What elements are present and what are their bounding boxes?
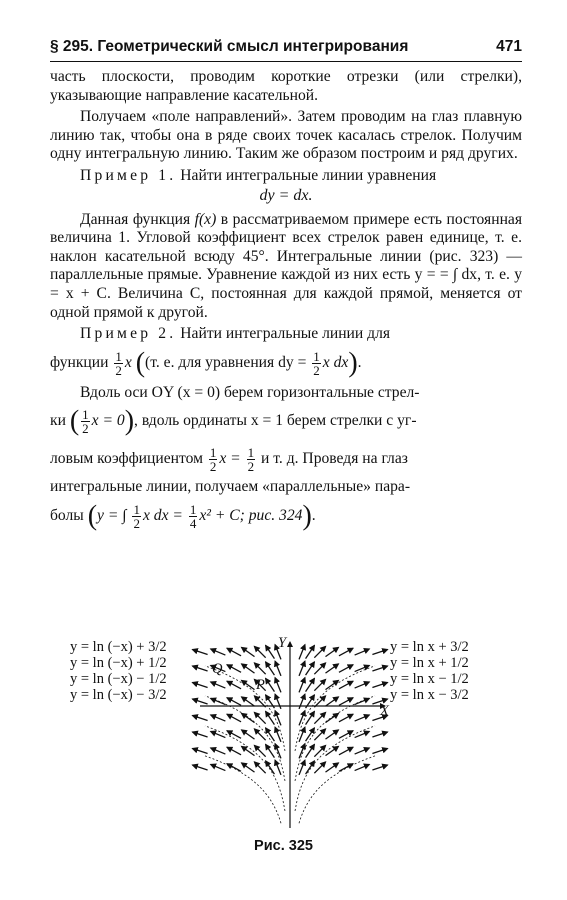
p6-a: ловым коэффициентом bbox=[50, 450, 203, 468]
ex2-d: x dx bbox=[322, 353, 349, 371]
field-arrow bbox=[325, 763, 338, 772]
ex2-c: (т. е. для уравнения dy = bbox=[145, 353, 307, 371]
fraction-quarter bbox=[189, 503, 198, 530]
frac-den: 2 bbox=[247, 459, 255, 475]
field-arrow bbox=[325, 713, 338, 722]
frac-den: 2 bbox=[115, 362, 122, 378]
field-arrow bbox=[192, 682, 207, 687]
right-label-4: y = ln x − 3/2 bbox=[390, 687, 469, 703]
field-arrow bbox=[266, 678, 275, 691]
frac-den: 2 bbox=[82, 421, 89, 437]
frac-den: 2 bbox=[313, 362, 320, 378]
field-arrow bbox=[355, 649, 370, 655]
field-arrow bbox=[241, 697, 254, 706]
field-arrow bbox=[314, 679, 325, 690]
p6-c: и т. д. Проведя на глаз bbox=[261, 450, 408, 468]
frac-num: 1 bbox=[209, 445, 217, 461]
field-arrow bbox=[241, 763, 254, 772]
frac-den: 2 bbox=[133, 515, 140, 531]
field-arrow bbox=[254, 712, 265, 723]
field-arrow bbox=[192, 666, 207, 671]
left-label-1: y = ln (−x) + 3/2 bbox=[70, 639, 167, 655]
field-arrow bbox=[266, 662, 275, 675]
field-arrow bbox=[211, 731, 226, 737]
fraction-half bbox=[209, 446, 218, 473]
field-arrow bbox=[372, 765, 387, 770]
left-label-4: y = ln (−x) − 3/2 bbox=[70, 687, 167, 703]
p5-b: ки bbox=[50, 412, 66, 430]
page-number: 471 bbox=[496, 38, 522, 55]
frac-num: 1 bbox=[189, 501, 197, 517]
field-arrow bbox=[314, 663, 325, 674]
field-arrow bbox=[339, 648, 353, 656]
field-arrow bbox=[372, 666, 387, 671]
ex2-b: функции bbox=[50, 353, 109, 371]
fraction-half bbox=[81, 408, 90, 435]
fraction-half bbox=[247, 446, 256, 473]
field-arrow bbox=[355, 665, 370, 671]
section-title: § 295. Геометрический смысл интегрирования bbox=[50, 38, 409, 55]
field-arrow bbox=[299, 694, 305, 709]
field-arrow bbox=[241, 746, 254, 755]
frac-num: 1 bbox=[247, 445, 255, 461]
point-q-label: Q bbox=[212, 661, 223, 677]
field-arrow bbox=[355, 715, 370, 721]
field-arrow bbox=[211, 682, 226, 688]
p5-d: , вдоль ординаты x = 1 берем стрелки с уг- bbox=[134, 412, 417, 430]
field-arrow bbox=[227, 731, 241, 739]
example-1 bbox=[50, 167, 522, 186]
frac-num: 1 bbox=[133, 501, 140, 517]
field-arrow bbox=[266, 744, 275, 757]
field-arrow bbox=[275, 711, 281, 726]
field-arrow bbox=[325, 680, 338, 689]
field-arrow bbox=[325, 664, 338, 673]
field-arrow bbox=[306, 744, 315, 757]
field-arrow bbox=[211, 715, 226, 721]
fraction-half bbox=[312, 350, 321, 377]
field-arrow bbox=[339, 747, 353, 755]
example-1-text: Найти интегральные линии уравнения bbox=[176, 166, 437, 184]
field-arrow bbox=[275, 760, 281, 775]
field-arrow bbox=[266, 645, 275, 658]
page bbox=[50, 38, 522, 535]
field-arrow bbox=[372, 748, 387, 753]
field-arrow bbox=[299, 760, 305, 775]
frac-num: 1 bbox=[82, 407, 89, 423]
field-arrow bbox=[275, 678, 281, 693]
field-arrow bbox=[254, 646, 265, 657]
field-arrow bbox=[299, 727, 305, 742]
paragraph-7: интегральные линии, получаем «параллельные» пара- bbox=[50, 478, 411, 496]
paragraph-6 bbox=[50, 440, 522, 478]
field-arrow bbox=[306, 662, 315, 675]
equation-1-text: dy = dx. bbox=[259, 186, 313, 204]
field-arrow bbox=[241, 647, 254, 656]
right-label-3: y = ln x − 1/2 bbox=[390, 671, 469, 687]
axis-x-label: X bbox=[380, 703, 389, 719]
field-arrow bbox=[339, 698, 353, 706]
field-arrow bbox=[314, 729, 325, 740]
example-2-label: Пример 2. bbox=[80, 325, 177, 343]
paragraph-3 bbox=[50, 211, 522, 323]
p8-d: x² + C; рис. 324 bbox=[199, 506, 303, 524]
running-header bbox=[50, 38, 522, 62]
example-2-text: Найти интегральные линии для bbox=[176, 325, 391, 343]
field-arrow bbox=[275, 727, 281, 742]
field-arrow bbox=[275, 661, 281, 676]
paragraph-5b: ки ( $\frac{1}{2}$ x = 0), вдоль ординаты x = 1 берем стрелки с уг- bbox=[50, 405, 417, 437]
field-arrow bbox=[254, 762, 265, 773]
field-arrow bbox=[227, 681, 241, 689]
field-arrow bbox=[372, 649, 387, 654]
field-arrow bbox=[211, 698, 226, 704]
field-arrow bbox=[306, 761, 315, 774]
field-arrow bbox=[299, 678, 305, 693]
fraction-half bbox=[114, 350, 123, 377]
point-p-label: P bbox=[256, 677, 265, 693]
field-arrow bbox=[192, 765, 207, 770]
field-arrow bbox=[306, 678, 315, 691]
field-arrow bbox=[227, 764, 241, 772]
p6-b: x = bbox=[219, 450, 241, 468]
field-arrow bbox=[254, 663, 265, 674]
example-2 bbox=[50, 325, 522, 344]
left-label-2: y = ln (−x) + 1/2 bbox=[70, 655, 167, 671]
field-arrow bbox=[227, 714, 241, 722]
example-2-formula: функции $\frac{1}{2}$ x ((т. е. для уравнения dy = $\frac{1}{2}$ x dx). bbox=[50, 347, 362, 379]
field-arrow bbox=[211, 764, 226, 770]
field-arrow bbox=[355, 698, 370, 704]
field-arrow bbox=[355, 731, 370, 737]
field-arrow bbox=[241, 680, 254, 689]
field-arrow bbox=[372, 682, 387, 687]
field-arrow bbox=[192, 732, 207, 737]
field-arrow bbox=[275, 694, 281, 709]
field-arrow bbox=[227, 747, 241, 755]
p8-a: болы bbox=[50, 506, 84, 524]
field-arrow bbox=[211, 748, 226, 754]
right-label-2: y = ln x + 1/2 bbox=[390, 655, 469, 671]
paragraph-2: Получаем «поле направлений». Затем проводим на глаз плавную линию так, чтобы она в ряде своих точек касалась стрелок. Получим одну интегральную линию. Таким же образом построим и ряд других. bbox=[50, 108, 522, 163]
field-arrow bbox=[372, 732, 387, 737]
field-arrow bbox=[227, 665, 241, 673]
frac-den: 2 bbox=[209, 459, 217, 475]
frac-den: 4 bbox=[189, 515, 197, 531]
field-arrow bbox=[227, 648, 241, 656]
field-arrow bbox=[325, 697, 338, 706]
p8-c: x dx = bbox=[142, 506, 183, 524]
field-arrow bbox=[306, 645, 315, 658]
frac-num: 1 bbox=[115, 348, 122, 364]
field-arrow bbox=[355, 748, 370, 754]
field-arrow bbox=[299, 744, 305, 759]
frac-num: 1 bbox=[313, 348, 320, 364]
field-arrow bbox=[339, 681, 353, 689]
field-arrow bbox=[254, 745, 265, 756]
field-arrow bbox=[306, 711, 315, 724]
field-arrow bbox=[339, 665, 353, 673]
field-arrow bbox=[339, 731, 353, 739]
left-label-3: y = ln (−x) − 1/2 bbox=[70, 671, 167, 687]
field-arrow bbox=[314, 712, 325, 723]
p3-a: Данная функция bbox=[80, 210, 195, 228]
example-1-label: Пример 1. bbox=[80, 166, 177, 184]
figure-caption: Рис. 325 bbox=[254, 838, 313, 854]
field-arrow bbox=[339, 714, 353, 722]
field-arrow bbox=[192, 715, 207, 720]
field-arrow bbox=[355, 682, 370, 688]
field-arrow bbox=[325, 746, 338, 755]
field-arrow bbox=[355, 764, 370, 770]
field-arrow bbox=[241, 713, 254, 722]
fraction-half bbox=[132, 503, 141, 530]
field-arrow bbox=[325, 730, 338, 739]
field-arrow bbox=[314, 762, 325, 773]
field-arrow bbox=[241, 730, 254, 739]
field-arrow bbox=[314, 745, 325, 756]
field-arrow bbox=[314, 646, 325, 657]
field-arrow bbox=[241, 664, 254, 673]
field-arrow bbox=[299, 711, 305, 726]
field-arrow bbox=[192, 649, 207, 654]
field-arrow bbox=[192, 699, 207, 704]
field-arrow bbox=[266, 711, 275, 724]
field-arrow bbox=[325, 647, 338, 656]
p8-b: y = ∫ bbox=[97, 506, 127, 524]
field-arrow bbox=[299, 661, 305, 676]
field-arrow bbox=[275, 744, 281, 759]
field-arrow bbox=[299, 645, 305, 660]
right-label-1: y = ln x + 3/2 bbox=[390, 639, 469, 655]
axis-y-label: Y bbox=[278, 635, 287, 651]
field-arrow bbox=[266, 761, 275, 774]
paragraph-1: часть плоскости, проводим короткие отрезки (или стрелки), указывающие направление касательной. bbox=[50, 68, 522, 104]
paragraph-5a: Вдоль оси OY (x = 0) берем горизонтальные стрел- bbox=[80, 383, 420, 401]
p3-c: в рассматриваемом примере есть постоянная величина 1. Угловой коэффициент всех стрелок равен единице, т. е. наклон касательной всюду 45°. Интегральные линии (рис. 323) — параллельные прямые. Уравнение каждой из них есть y = = ∫ dx, т. е. y = x + C. Величина C, постоянная для каждой прямой, меняется от одной прямой к другой. bbox=[50, 210, 523, 321]
field-arrow bbox=[254, 729, 265, 740]
field-arrow bbox=[339, 764, 353, 772]
field-arrow bbox=[227, 698, 241, 706]
p3-b: f(x) bbox=[194, 210, 217, 228]
field-arrow bbox=[211, 649, 226, 655]
figure-325 bbox=[60, 630, 520, 830]
equation-1 bbox=[50, 186, 522, 205]
paragraph-8: болы (y = ∫ $\frac{1}{2}$ x dx = $\frac{1}{4}$ x² + C; рис. 324). bbox=[50, 500, 316, 532]
field-arrow bbox=[192, 748, 207, 753]
p5-c: x = 0 bbox=[91, 412, 125, 430]
